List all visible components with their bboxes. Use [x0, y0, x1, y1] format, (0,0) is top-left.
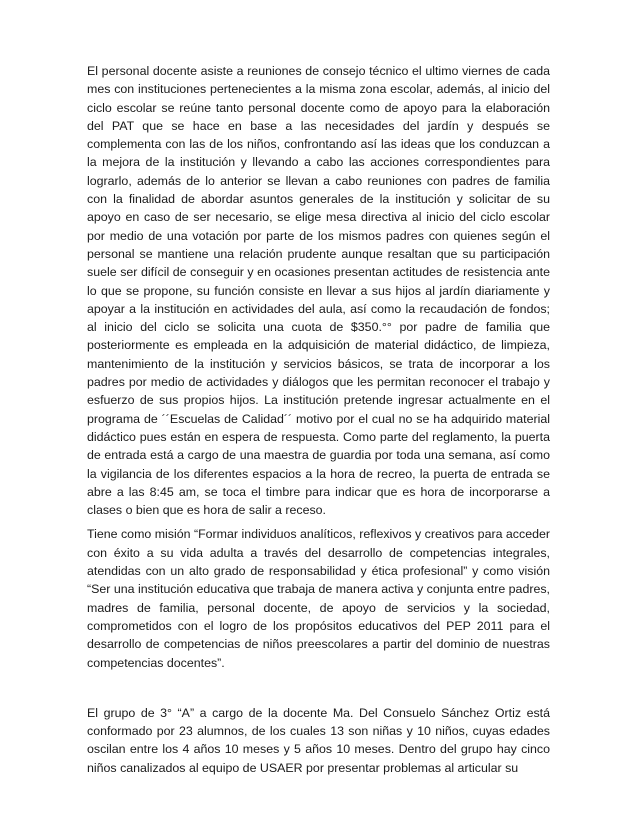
paragraph-group-description: El grupo de 3° “A” a cargo de la docente Ma. Del Consuelo Sánchez Ortiz está conformado por 23 alumnos, de los cuales 13 son niñas y 10 niños, cuyas edades oscilan entre los 4 años 10 meses y 5 años 10 meses. Dentro del grupo hay cinco niños canalizados al equipo de USAER por presentar problemas al articular su — [87, 705, 550, 775]
paragraph-parent-meetings: El personal docente asiste a reuniones de consejo técnico el ultimo viernes de cada mes con instituciones pertenecientes a la misma zona escolar, además, al inicio del ciclo escolar se reúne tanto personal docente como de apoyo para la elaboración del PAT que se hace en base a las necesidades del jardín y después se complementa con las de los niños, confrontando así las ideas que los conduzcan a la mejora de la institución y llevando a cabo las acciones correspondientes para lograrlo, además de lo anterior se llevan a cabo reuniones con padres de familia con la finalidad de abordar asuntos generales de la institución y solicitar de su apoyo en caso de ser necesario, se elige mesa directiva al inicio del ciclo escolar por medio de una votación por parte de los mismos padres con quienes según el personal se mantiene una relación prudente aunque resaltan que su participación suele ser difícil de conseguir y en ocasiones presentan actitudes de resistencia ante lo que se propone, su función consiste en llevar a sus hijos al jardín diariamente y apoyar a la institución en actividades del aula, así como la recaudación de fondos; al inicio del ciclo se solicita una cuota de $350.°° por padre de familia que posteriormente es empleada en la adquisición de material didáctico, de limpieza, mantenimiento de la institución y servicios básicos, se trata de incorporar a los padres por medio de actividades y diálogos que les permitan reconocer el trabajo y esfuerzo de sus propios hijos. La institución pretende ingresar actualmente en el programa de ´´Escuelas de Calidad´´ motivo por el cual no se ha adquirido material didáctico pues están en espera de respuesta. Como parte del reglamento, la puerta de entrada está a cargo de una maestra de guardia por toda una semana, así como la vigilancia de los diferentes espacios a la hora de recreo, la puerta de entrada se abre a las 8:45 am, se toca el timbre para indicar que es hora de incorporarse a clases o bien que es hora de salir a receso. — [87, 64, 550, 518]
paragraph-mission-vision: Tiene como misión “Formar individuos analíticos, reflexivos y creativos para acceder con éxito a su vida adulta a través del desarrollo de competencias integrales, atendidas con un alto grado de responsabilidad y ética profesional” y como visión “Ser una institución educativa que trabaja de manera activa y conjunta entre padres, madres de familia, personal docente, de apoyo de servicios y la sociedad, comprometidos con el logro de los propósitos educativos del PEP 2011 para el desarrollo de competencias de niños preescolares a partir del dominio de nuestras competencias docentes”. — [87, 527, 550, 670]
document-page — [87, 62, 550, 777]
